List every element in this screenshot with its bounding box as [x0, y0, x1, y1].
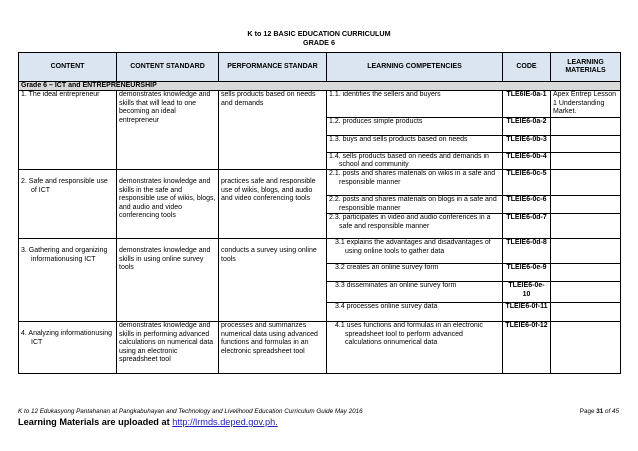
content-standard-cell: demonstrates knowledge and skills in the safe and responsible use of wikis, blogs, and audio and video conferencing tools	[117, 170, 219, 239]
page-current: 31	[596, 408, 604, 415]
learning-materials-cell	[551, 152, 621, 170]
code-cell: TLEIE6-0d-7	[503, 214, 551, 239]
content-standard-cell: demonstrates knowledge and skills in performing advanced calculations on numerical data using an electronic spreadsheet tool	[117, 322, 219, 374]
col-header-content: CONTENT	[19, 53, 117, 82]
learning-materials-cell	[551, 135, 621, 152]
code-cell: TLEIE6-0c-5	[503, 170, 551, 196]
code-cell: TLEIE6-0e-10	[503, 282, 551, 303]
competency-cell: 2.2. posts and shares materials on blogs in a safe and responsible manner	[327, 196, 503, 214]
competency-cell: 3.4 processes online survey data	[327, 303, 503, 322]
col-header-code: CODE	[503, 53, 551, 82]
header-row	[19, 53, 621, 82]
learning-materials-cell	[551, 196, 621, 214]
curriculum-guide-footer: K to 12 Edukasyong Pantahanan at Pangkabuhayan and Technology and Livelihood Education Curriculum Guide May 2016	[18, 408, 363, 415]
performance-standard-cell: practices safe and responsible use of wikis, blogs, and audio and video conferencing tools	[219, 170, 327, 239]
table-row	[19, 239, 621, 264]
code-cell: TLE6IE-0a-1	[503, 91, 551, 117]
col-header-performance-standard: PERFORMANCE STANDAR	[219, 53, 327, 82]
learning-materials-cell	[551, 264, 621, 282]
content-cell: 2. Safe and responsible use of ICT	[19, 170, 117, 239]
table-row	[19, 322, 621, 374]
competency-cell: 2.1. posts and shares materials on wikis in a safe and responsible manner	[327, 170, 503, 196]
page-total: of 45	[604, 408, 619, 415]
learning-materials-cell	[551, 322, 621, 374]
performance-standard-cell: processes and summarizes numerical data using advanced functions and formulas in an electronic spreadsheet tool	[219, 322, 327, 374]
learning-materials-cell	[551, 214, 621, 239]
competency-cell: 3.3 disseminates an online survey form	[327, 282, 503, 303]
content-cell: 4. Analyzing informationusing ICT	[19, 322, 117, 374]
col-header-learning-materials: LEARNING MATERIALS	[551, 53, 621, 82]
competency-cell: 3.2 creates an online survey form	[327, 264, 503, 282]
competency-cell: 1.4. sells products based on needs and demands in school and community	[327, 152, 503, 170]
performance-standard-cell: sells products based on needs and demands	[219, 91, 327, 170]
learning-materials-cell	[551, 282, 621, 303]
code-cell: TLEIE6-0b-4	[503, 152, 551, 170]
learning-materials-cell	[551, 117, 621, 135]
code-cell: TLEIE6-0d-8	[503, 239, 551, 264]
col-header-learning-competencies: LEARNING COMPETENCIES	[327, 53, 503, 82]
code-cell: TLEIE6-0e-9	[503, 264, 551, 282]
page-number	[580, 408, 619, 415]
learning-materials-cell	[551, 303, 621, 322]
performance-standard-cell: conducts a survey using online tools	[219, 239, 327, 322]
code-cell: TLEIE6-0c-6	[503, 196, 551, 214]
content-standard-cell: demonstrates knowledge and skills that will lead to one becoming an ideal entrepreneur	[117, 91, 219, 170]
grade-row	[19, 82, 621, 91]
grade-label: Grade 6 – ICT and ENTREPRENEURSHIP	[19, 82, 621, 91]
competency-cell: 1.2. produces simple products	[327, 117, 503, 135]
lrmds-link[interactable]: http://lrmds.deped.gov.ph.	[172, 417, 278, 427]
competency-cell: 1.1. identifies the sellers and buyers	[327, 91, 503, 117]
table-row	[19, 91, 621, 117]
learning-materials-cell: Apex Entrep Lesson 1 Understanding Market.	[551, 91, 621, 117]
content-cell: 1. The ideal entrepreneur	[19, 91, 117, 170]
materials-upload-note	[18, 417, 278, 427]
learning-materials-cell	[551, 239, 621, 264]
upload-text: Learning Materials are uploaded at	[18, 417, 170, 427]
learning-materials-cell	[551, 170, 621, 196]
code-cell: TLEIE6-0f-11	[503, 303, 551, 322]
col-header-content-standard: CONTENT STANDARD	[117, 53, 219, 82]
content-standard-cell: demonstrates knowledge and skills in using online survey tools	[117, 239, 219, 322]
code-cell: TLEIE6-0f-12	[503, 322, 551, 374]
curriculum-table	[18, 52, 621, 374]
page-label: Page	[579, 408, 595, 415]
document-title: K to 12 BASIC EDUCATION CURRICULUM	[247, 29, 391, 38]
content-cell: 3. Gathering and organizing informationusing ICT	[19, 239, 117, 322]
code-cell: TLEIE6-0b-3	[503, 135, 551, 152]
competency-cell: 4.1 uses functions and formulas in an electronic spreadsheet tool to perform advanced calculations onnumerical data	[327, 322, 503, 374]
competency-cell: 3.1 explains the advantages and disadvantages of using online tools to gather data	[327, 239, 503, 264]
table-row	[19, 170, 621, 196]
document-subtitle: GRADE 6	[303, 38, 335, 47]
competency-cell: 1.3. buys and sells products based on needs	[327, 135, 503, 152]
competency-cell: 2.3. participates in video and audio conferences in a safe and responsible manner	[327, 214, 503, 239]
code-cell: TLEIE6-0a-2	[503, 117, 551, 135]
